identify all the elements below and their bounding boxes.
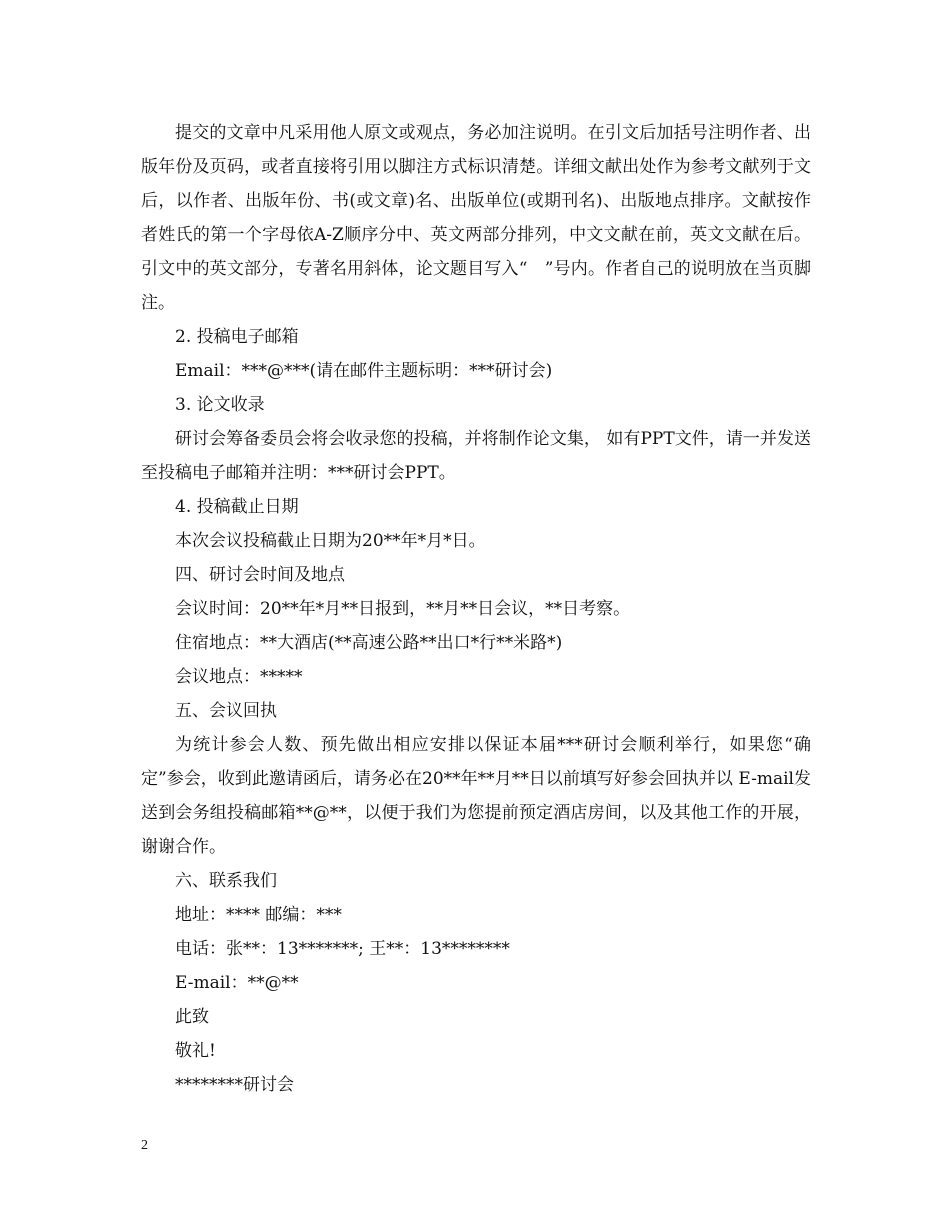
section-heading-time-place: 四、研讨会时间及地点 [175,565,345,585]
address-line: 地址：**** 邮编：*** [175,905,342,925]
citation-paragraph: 提交的文章中凡采用他人原文或观点，务必加注说明。在引文后加括号注明作者、出版年份及页码，或者直接将引用以脚注方式标识清楚。详细文献出处作为参考文献列于文后，以作者、出版年份、书(或文章)名、出版单位(或期刊名)、出版地点排序。文献按作者姓氏的第一个字母依A-Z顺序分中、英文两部分排列，中文文献在前，英文文献在后。引文中的英文部分，专著名用斜体，论文题目写入“ ”号内。作者自己的说明放在当页脚注。 [141,123,811,313]
collection-paragraph: 研讨会筹备委员会将会收录您的投稿，并将制作论文集， 如有PPT文件，请一并发送至投稿电子邮箱并注明：***研讨会PPT。 [141,429,811,483]
section-heading-email: 2. 投稿电子邮箱 [175,327,299,347]
submission-email-line: Email：***@***(请在邮件主题标明：***研讨会) [175,361,553,381]
signature-line: ********研讨会 [175,1075,294,1095]
lodging-line: 住宿地点：**大酒店(**高速公路**出口*行**米路*) [175,633,563,653]
page-number: 2 [141,1138,148,1153]
section-heading-reply: 五、会议回执 [175,701,277,721]
section-heading-deadline: 4. 投稿截止日期 [175,497,299,517]
closing-line-1: 此致 [175,1007,209,1027]
document-body [141,116,811,1102]
venue-line: 会议地点：***** [175,667,303,687]
section-heading-contact: 六、联系我们 [175,871,277,891]
meeting-time-line: 会议时间：20**年*月**日报到，**月**日会议，**日考察。 [175,599,631,619]
reply-paragraph: 为统计参会人数、预先做出相应安排以保证本届***研讨会顺利举行，如果您“确定”参会，收到此邀请函后，请务必在20**年**月**日以前填写好参会回执并以 E-mail发送到会务组投稿邮箱**@**，以便于我们为您提前预定酒店房间，以及其他工作的开展，谢谢合作。 [141,735,811,857]
phone-line: 电话：张**：13*******; 王**：13******** [175,939,510,959]
section-heading-collection: 3. 论文收录 [175,395,265,415]
closing-line-2: 敬礼! [175,1041,216,1061]
contact-email-line: E-mail：**@** [175,973,299,993]
deadline-line: 本次会议投稿截止日期为20**年*月*日。 [175,531,486,551]
